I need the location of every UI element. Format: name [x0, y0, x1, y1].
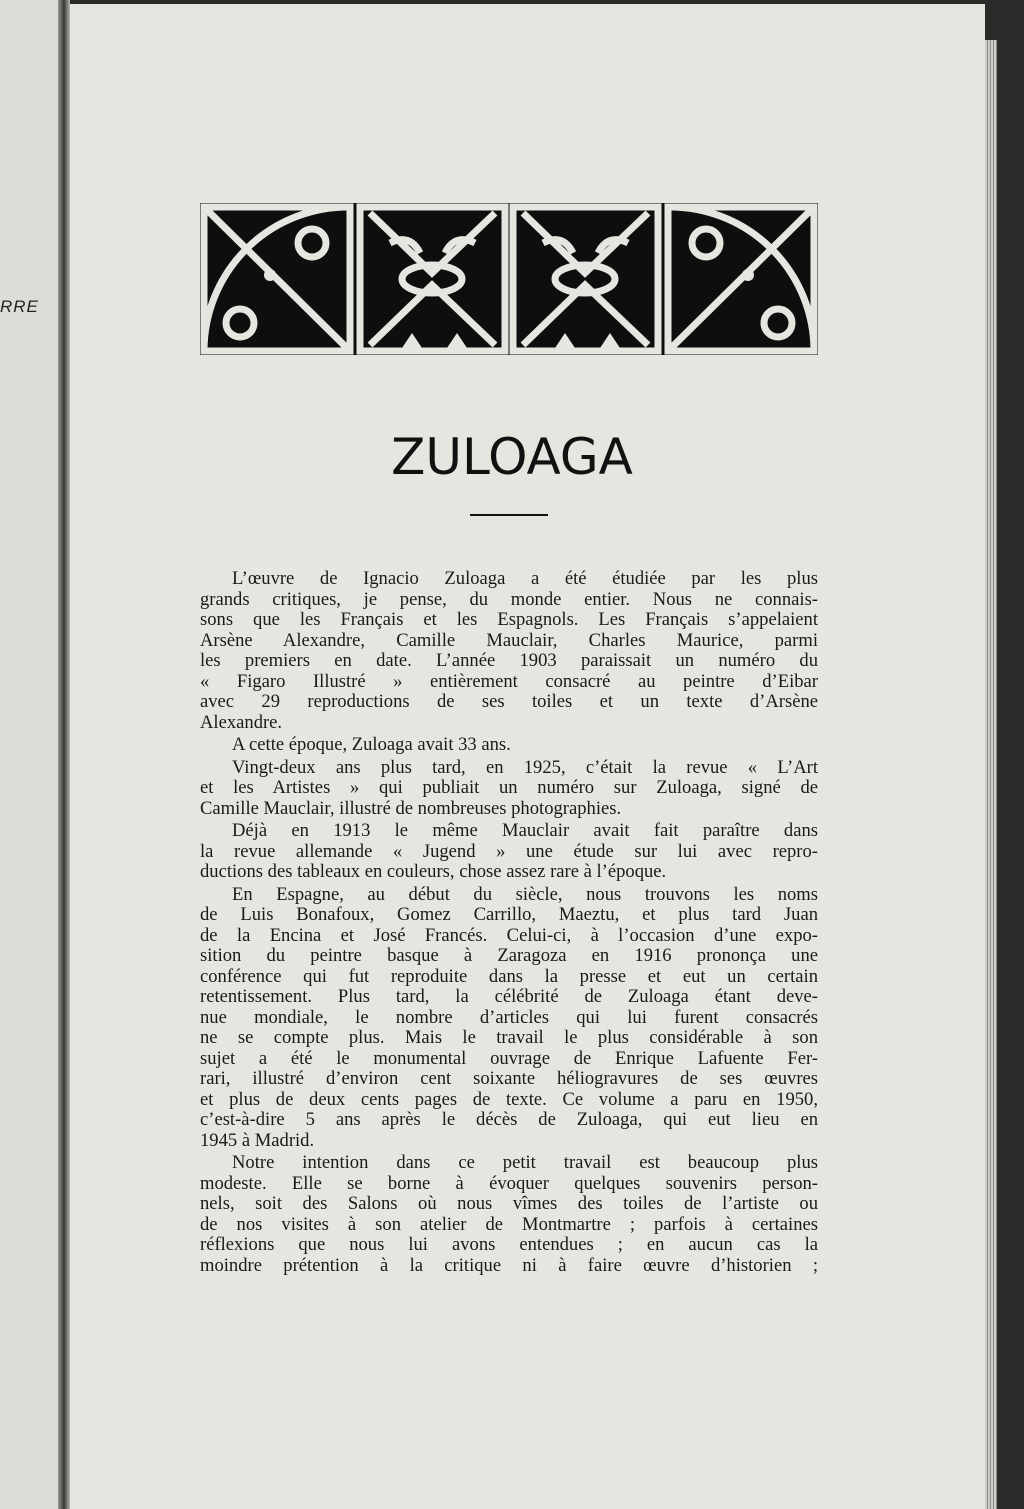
left-page	[0, 0, 58, 1509]
text-line: L’œuvre de Ignacio Zuloaga a été étudiée par les plus	[232, 568, 818, 589]
page-title: ZULOAGA	[391, 428, 633, 486]
text-line: sons que les Français et les Espagnols. Les Français s’appelaient	[200, 609, 818, 630]
text-line: ne se compte plus. Mais le travail le plus considérable à son	[200, 1027, 818, 1048]
article-body	[200, 569, 818, 1278]
text-line: grands critiques, je pense, du monde entier. Nous ne connais-	[200, 588, 818, 610]
text-line: Notre intention dans ce petit travail est beaucoup plus	[232, 1152, 818, 1173]
text-line: sition du peintre basque à Zaragoza en 1916 prononça une	[200, 945, 818, 966]
text-line: nue mondiale, le nombre d’articles qui lui furent consacrés	[200, 1006, 818, 1028]
paragraph	[200, 569, 818, 733]
text-line: 1945 à Madrid.	[200, 1129, 315, 1151]
text-line: les premiers en date. L’année 1903 paraissait un numéro du	[200, 650, 818, 671]
paragraph	[200, 1153, 818, 1276]
text-line: réflexions que nous lui avons entendues ; en aucun cas la	[200, 1234, 818, 1255]
decorative-ornament-band	[200, 203, 818, 355]
text-line: de nos visites à son atelier de Montmartre ; parfois à certaines	[200, 1213, 818, 1235]
text-line: moindre prétention à la critique ni à faire œuvre d’historien ;	[200, 1254, 818, 1276]
text-line: A cette époque, Zuloaga avait 33 ans.	[232, 734, 511, 755]
text-line: « Figaro Illustré » entièrement consacré au peintre d’Eibar	[200, 670, 818, 692]
text-line: Camille Mauclair, illustré de nombreuses photographies.	[200, 797, 622, 819]
paragraph	[200, 758, 818, 820]
text-line: Déjà en 1913 le même Mauclair avait fait paraître dans	[232, 820, 818, 841]
text-line: et plus de deux cents pages de texte. Ce volume a paru en 1950,	[200, 1088, 818, 1110]
page-edges	[985, 40, 997, 1509]
text-line: modeste. Elle se borne à évoquer quelques souvenirs person-	[200, 1172, 818, 1194]
text-line: Arsène Alexandre, Camille Mauclair, Charles Maurice, parmi	[200, 629, 818, 651]
text-line: retentissement. Plus tard, la célébrité de Zuloaga étant deve-	[200, 986, 818, 1007]
text-line: ductions des tableaux en couleurs, chose assez rare à l’époque.	[200, 861, 667, 882]
text-line: sujet a été le monumental ouvrage de Enrique Lafuente Fer-	[200, 1047, 818, 1069]
text-line: et les Artistes » qui publiait un numéro sur Zuloaga, signé de	[200, 777, 818, 798]
book-gutter	[58, 0, 70, 1509]
text-line: Vingt-deux ans plus tard, en 1925, c’était la revue « L’Art	[232, 756, 818, 778]
text-line: c’est-à-dire 5 ans après le décès de Zuloaga, qui eut lieu en	[200, 1109, 818, 1130]
paragraph	[200, 735, 818, 756]
text-line: En Espagne, au début du siècle, nous trouvons les noms	[232, 883, 818, 905]
text-line: de la Encina et José Francés. Celui-ci, à l’occasion d’une expo-	[200, 924, 818, 946]
text-line: Alexandre.	[200, 711, 283, 733]
text-line: conférence qui fut reproduite dans la presse et eut un certain	[200, 965, 818, 987]
title-divider	[470, 514, 548, 516]
text-line: la revue allemande « Jugend » une étude sur lui avec repro-	[200, 840, 818, 862]
text-line: rari, illustré d’environ cent soixante héliogravures de ses œuvres	[200, 1068, 818, 1089]
paragraph	[200, 885, 818, 1152]
text-line: avec 29 reproductions de ses toiles et un texte d’Arsène	[200, 691, 818, 712]
text-line: nels, soit des Salons où nous vîmes des toiles de l’artiste ou	[200, 1193, 818, 1214]
paragraph	[200, 821, 818, 883]
text-line: de Luis Bonafoux, Gomez Carrillo, Maeztu, et plus tard Juan	[200, 904, 818, 925]
left-page-text-fragment: RRE	[0, 297, 39, 316]
